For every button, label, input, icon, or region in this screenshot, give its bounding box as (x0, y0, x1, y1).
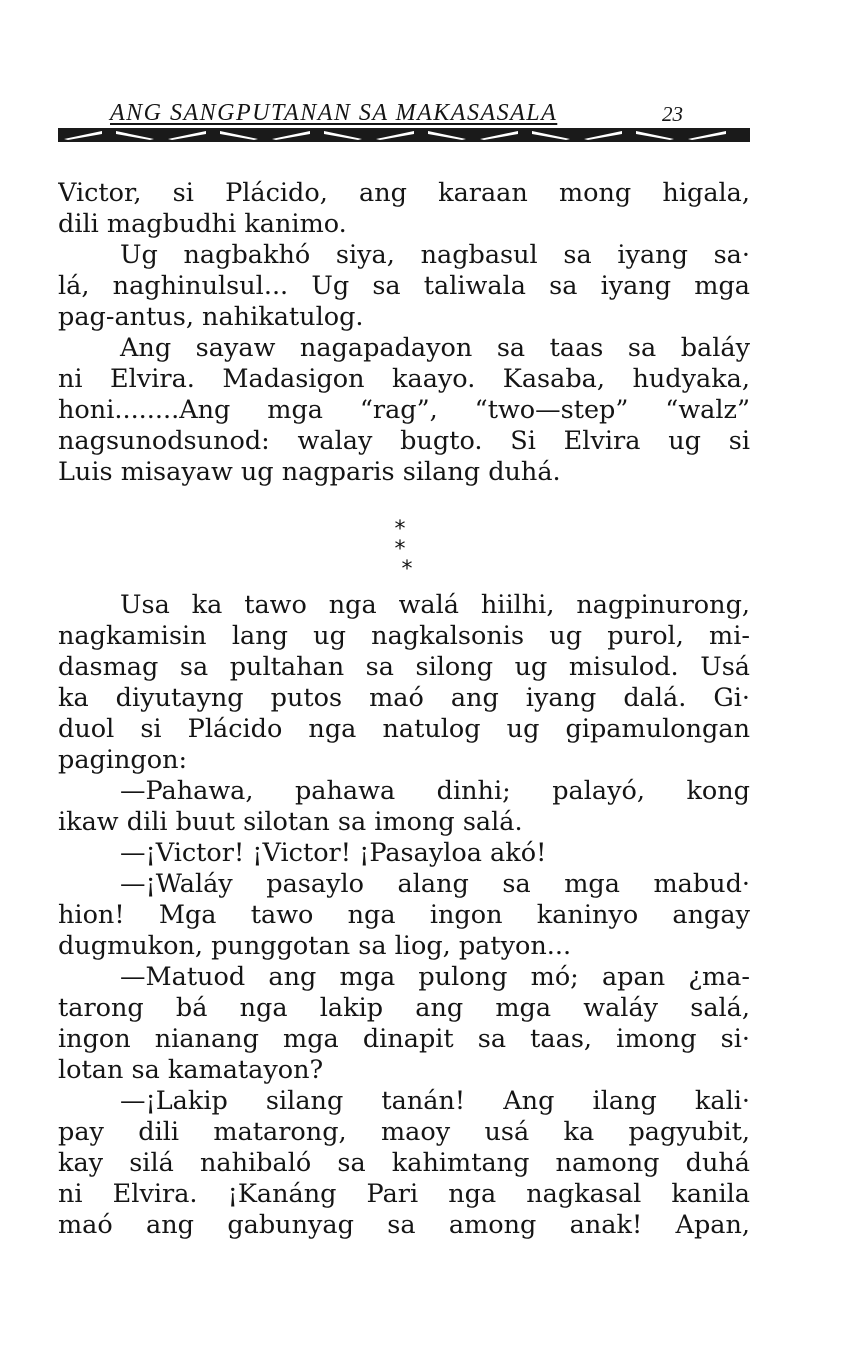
paragraph (58, 1086, 750, 1241)
text-line: Luis misayaw ug nagparis silang duhá. (58, 457, 561, 487)
paragraph (58, 776, 750, 838)
paragraph (58, 962, 750, 1086)
running-title: ANG SANGPUTANAN SA MAKASASALA (110, 100, 558, 126)
text-line: pag-antus, nahikatulog. (58, 302, 364, 332)
text-line: maó ang gabunyag sa among anak! Apan, (58, 1210, 750, 1240)
text-line: pay dili matarong, maoy usá ka pagyubit, (58, 1117, 750, 1147)
paragraph (58, 838, 750, 869)
text-line: —¡Waláy pasaylo alang sa mga mabud· (120, 869, 750, 899)
text-line: dugmukon, punggotan sa liog, patyon... (58, 931, 572, 961)
text-line: duol si Plácido nga natulog ug gipamulongan (58, 714, 750, 744)
text-line: lá, naghinulsul... Ug sa taliwala sa iyang mga (58, 271, 750, 301)
text-line: hion! Mga tawo nga ingon kaninyo angay (58, 900, 750, 930)
text-line: Usa ka tawo nga walá hiilhi, nagpinurong, (120, 590, 750, 620)
text-line: —¡Lakip silang tanán! Ang ilang kali· (120, 1086, 750, 1116)
text-line: nagkamisin lang ug nagkalsonis ug purol, mi- (58, 621, 750, 651)
text-line: ka diyutayng putos maó ang iyang dalá. Gi· (58, 683, 750, 713)
text-after-divider (58, 590, 750, 1241)
text-line: dasmag sa pultahan sa silong ug misulod. Usá (58, 652, 750, 682)
section-divider-asterism: * * * (394, 517, 420, 582)
text-line: —Matuod ang mga pulong mó; apan ¿ma- (120, 962, 750, 992)
text-line: dili magbudhi kanimo. (58, 209, 347, 239)
text-line: Ang sayaw nagapadayon sa taas sa baláy (120, 333, 750, 363)
text-line: Victor, si Plácido, ang karaan mong higala, (58, 178, 750, 208)
paragraph (58, 178, 750, 240)
ornamental-rule (58, 128, 750, 142)
text-before-divider (58, 178, 750, 488)
text-line: nagsunodsunod: walay bugto. Si Elvira ug si (58, 426, 750, 456)
text-line: —¡Victor! ¡Victor! ¡Pasayloa akó! (120, 838, 547, 868)
text-line: lotan sa kamatayon? (58, 1055, 324, 1085)
page-number: 23 (662, 102, 683, 126)
text-line: ingon nianang mga dinapit sa taas, imong si· (58, 1024, 750, 1054)
paragraph (58, 869, 750, 962)
paragraph (58, 333, 750, 488)
text-line: honi........Ang mga “rag”, “two—step” “walz” (58, 395, 750, 425)
text-line: pagingon: (58, 745, 188, 775)
paragraph (58, 590, 750, 776)
text-line: ikaw dili buut silotan sa imong salá. (58, 807, 523, 837)
paragraph (58, 240, 750, 333)
text-line: —Pahawa, pahawa dinhi; palayó, kong (120, 776, 750, 806)
text-line: tarong bá nga lakip ang mga waláy salá, (58, 993, 750, 1023)
text-line: kay silá nahibaló sa kahimtang namong duhá (58, 1148, 750, 1178)
text-line: ni Elvira. Madasigon kaayo. Kasaba, hudyaka, (58, 364, 750, 394)
text-line: ni Elvira. ¡Kanáng Pari nga nagkasal kanila (58, 1179, 750, 1209)
text-line: Ug nagbakhó siya, nagbasul sa iyang sa· (120, 240, 750, 270)
